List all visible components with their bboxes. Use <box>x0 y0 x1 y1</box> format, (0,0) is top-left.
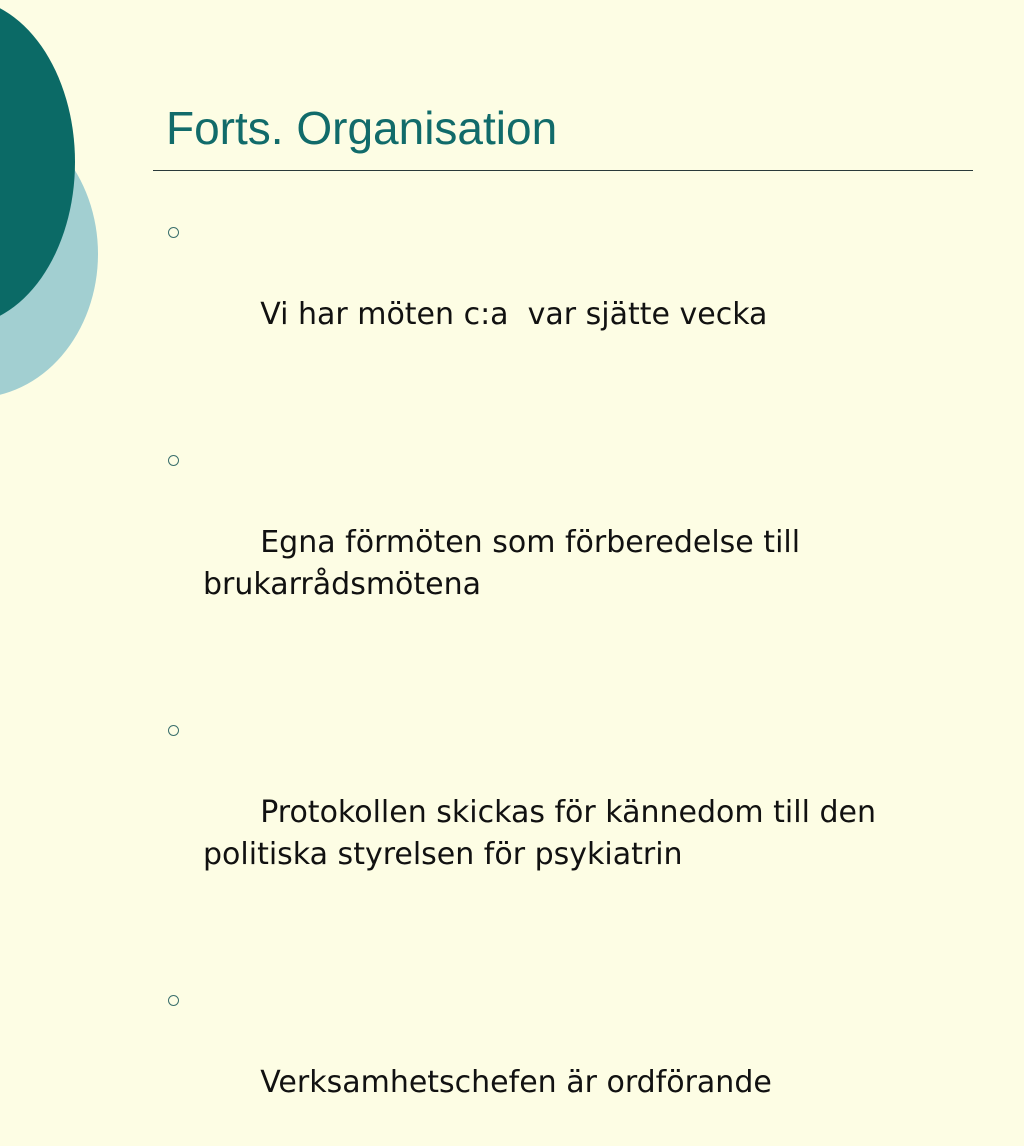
bullet-text: Verksamhetschefen är ordförande <box>260 1065 772 1100</box>
bullet-text: Egna förmöten som förberedelse till brukarrådsmötena <box>203 525 810 602</box>
hollow-circle-bullet-icon <box>168 725 179 736</box>
slide-title: Forts. Organisation <box>166 102 558 154</box>
hollow-circle-bullet-icon <box>168 227 179 238</box>
bullet-text: Vi har möten c:a var sjätte vecka <box>260 297 768 332</box>
bullet-item <box>166 210 966 378</box>
bullet-item <box>166 978 966 1146</box>
bullet-text: Protokollen skickas för kännedom till den politiska styrelsen för psykiatrin <box>203 795 886 872</box>
hollow-circle-bullet-icon <box>168 455 179 466</box>
bullet-item <box>166 708 966 918</box>
bullet-item <box>166 438 966 648</box>
hollow-circle-bullet-icon <box>168 995 179 1006</box>
title-divider <box>153 170 973 171</box>
bullet-list <box>166 210 966 1146</box>
